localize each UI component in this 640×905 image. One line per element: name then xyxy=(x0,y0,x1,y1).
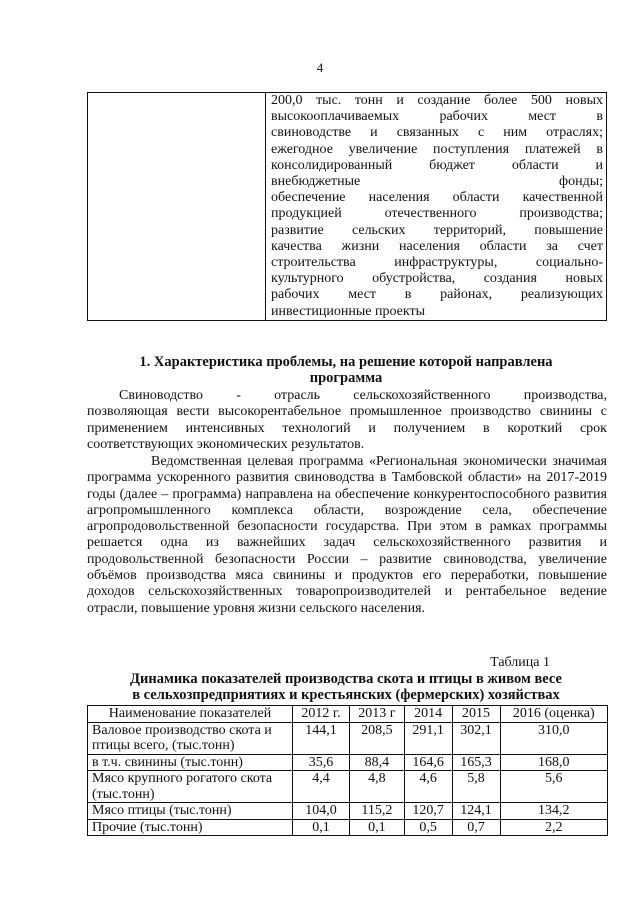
value-cell: 0,1 xyxy=(349,819,404,836)
header-cell: Наименование показателей xyxy=(88,706,293,723)
row-name-cell: Валовое производство скота и птицы всего, (тыс.тонн) xyxy=(88,722,293,754)
value-cell: 310,0 xyxy=(500,722,608,754)
value-cell: 164,6 xyxy=(404,754,452,771)
table-header-row xyxy=(88,706,608,723)
value-cell: 88,4 xyxy=(349,754,404,771)
value-cell: 2,2 xyxy=(500,819,608,836)
goal-line: строительства инфраструктуры, социально- xyxy=(271,255,603,271)
goal-line: высокооплачиваемых рабочих мест в xyxy=(271,109,603,125)
value-cell: 115,2 xyxy=(349,803,404,820)
goal-line: 200,0 тыс. тонн и создание более 500 новых xyxy=(271,93,603,108)
goal-lines xyxy=(271,93,603,320)
table-row xyxy=(88,771,608,803)
table-body xyxy=(88,722,608,836)
goal-line: обеспечение населения области качественной xyxy=(271,190,603,206)
value-cell: 291,1 xyxy=(404,722,452,754)
value-cell: 124,1 xyxy=(452,803,500,820)
paragraph-2-text: Ведомственная целевая программа «Региональная экономически значимая программа ускоренного развития свиноводства в Тамбовской области» на 2017-2019 годы (далее – программа) направлена на обеспечение конкурентоспособного развития агропромышленного комплекса области, возрождение села, обеспечение агропродовольственной безопасности государства. При этом в рамках программы решается одна из важнейших задач сельскохозяйственного развития и продовольственной безопасности России – развитие свиноводства, увеличение объёмов производства мяса свинины и продуктов его переработки, повышение доходов сельскохозяйственных товаропроизводителей и рентабельное ведение отрасли, повышение уровня жизни сельского населения. xyxy=(87,454,607,616)
row-name-cell: Мясо крупного рогатого скота (тыс.тонн) xyxy=(88,771,293,803)
goals-table xyxy=(87,92,607,321)
section-title-line2: программа xyxy=(309,370,383,386)
value-cell: 208,5 xyxy=(349,722,404,754)
value-cell: 104,0 xyxy=(293,803,350,820)
value-cell: 0,7 xyxy=(452,819,500,836)
value-cell: 5,6 xyxy=(500,771,608,803)
paragraph-1 xyxy=(87,388,607,453)
goal-line: свиноводстве и связанных с ним отраслях; xyxy=(271,125,603,141)
header-cell: 2015 xyxy=(452,706,500,723)
goal-line: консолидированный бюджет области и xyxy=(271,157,603,173)
value-cell: 302,1 xyxy=(452,722,500,754)
goal-line: качества жизни населения области за счет xyxy=(271,238,603,254)
value-cell: 4,4 xyxy=(293,771,350,803)
row-name-cell: в т.ч. свинины (тыс.тонн) xyxy=(88,754,293,771)
page-number: 4 xyxy=(316,60,324,75)
table-row xyxy=(88,819,608,836)
value-cell: 5,8 xyxy=(452,771,500,803)
header-cell: 2014 xyxy=(404,706,452,723)
table-row xyxy=(88,754,608,771)
goals-table-left-cell xyxy=(88,93,266,321)
production-table xyxy=(87,705,608,836)
value-cell: 144,1 xyxy=(293,722,350,754)
table-title-line1: Динамика показателей производства скота и птицы в живом весе xyxy=(130,671,562,687)
table-title-line2: в сельхозпредприятиях и крестьянских (фермерских) хозяйствах xyxy=(132,687,560,703)
value-cell: 120,7 xyxy=(404,803,452,820)
table-label: Таблица 1 xyxy=(490,655,550,670)
goal-line: внебюджетные фонды; xyxy=(271,174,603,190)
table-row xyxy=(88,722,608,754)
section-title-line1: 1. Характеристика проблемы, на решение которой направлена xyxy=(139,354,553,370)
goal-line: инвестиционные проекты xyxy=(271,303,426,319)
goal-line: рабочих мест в районах, реализующих xyxy=(271,287,603,303)
row-name-cell: Прочие (тыс.тонн) xyxy=(88,819,293,836)
header-cell: 2016 (оценка) xyxy=(500,706,608,723)
value-cell: 168,0 xyxy=(500,754,608,771)
header-cell: 2012 г. xyxy=(293,706,350,723)
value-cell: 4,8 xyxy=(349,771,404,803)
paragraph-2 xyxy=(87,454,607,617)
paragraph-1-lead: Свиноводство - отрасль сельскохозяйственного производства, xyxy=(119,388,607,403)
value-cell: 165,3 xyxy=(452,754,500,771)
value-cell: 4,6 xyxy=(404,771,452,803)
goal-line: ежегодное увеличение поступления платежей в xyxy=(271,141,603,157)
value-cell: 35,6 xyxy=(293,754,350,771)
goal-line: продукцией отечественного производства; xyxy=(271,206,603,222)
paragraph-1-rest: позволяющая вести высокорентабельное промышленное производство свинины с применением интенсивных технологий и получением в короткий срок соответствующих экономических результатов. xyxy=(87,404,607,452)
value-cell: 134,2 xyxy=(500,803,608,820)
section-title xyxy=(86,354,606,386)
goal-line: культурного обустройства, создания новых xyxy=(271,271,603,287)
header-cell: 2013 г xyxy=(349,706,404,723)
row-name-cell: Мясо птицы (тыс.тонн) xyxy=(88,803,293,820)
goals-table-right-cell xyxy=(266,93,607,321)
value-cell: 0,1 xyxy=(293,819,350,836)
table-row xyxy=(88,803,608,820)
goal-line: развитие сельских территорий, повышение xyxy=(271,222,603,238)
value-cell: 0,5 xyxy=(404,819,452,836)
table-title xyxy=(86,671,606,703)
